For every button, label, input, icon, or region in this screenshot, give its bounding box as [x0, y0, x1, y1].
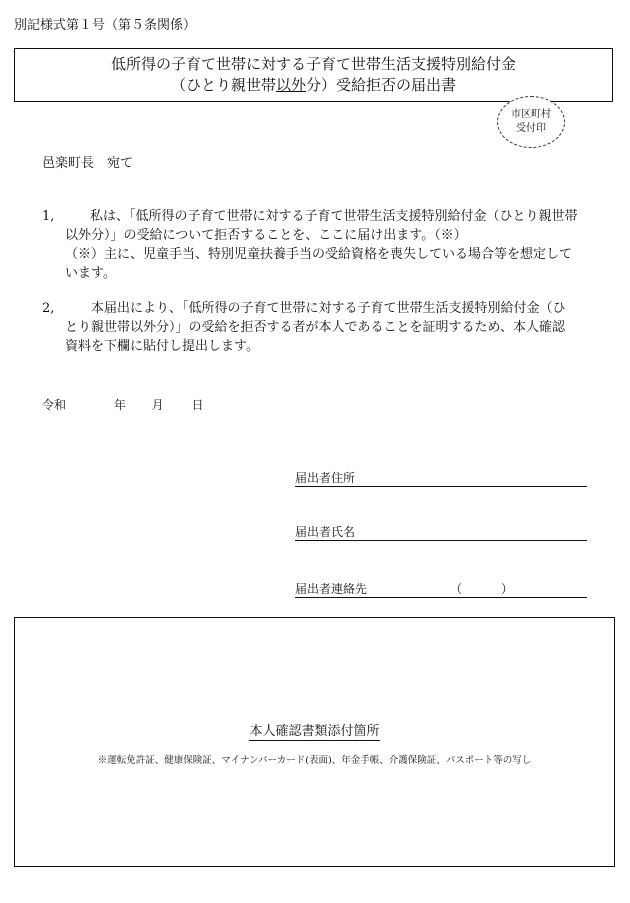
contact-paren-open: （ — [450, 582, 463, 596]
statement-item-2 — [42, 299, 602, 359]
applicant-contact-field[interactable] — [295, 580, 587, 598]
item-number: 1, — [42, 209, 55, 224]
applicant-contact-label: 届出者連絡先 — [295, 582, 368, 596]
title-line-2-start: （ひとり親世帯 — [170, 76, 276, 94]
item-line: 私は、「低所得の子育て世帯に対する子育て世帯生活支援特別給付金（ひとり親世帯 — [90, 209, 578, 224]
date-line — [42, 396, 204, 413]
item-line: 以外分）」の受給について拒否することを、ここに届け出ます。（※） — [65, 228, 467, 243]
applicant-name-label: 届出者氏名 — [295, 525, 356, 539]
applicant-address-field[interactable] — [295, 469, 587, 487]
statement-item-1 — [42, 207, 602, 287]
form-code: 別記様式第１号（第５条関係） — [14, 18, 197, 33]
date-month: 月 — [151, 398, 164, 412]
stamp-line-1: 市区町村 — [511, 109, 551, 120]
title-line-1: 低所得の子育て世帯に対する子育て世帯生活支援特別給付金 — [110, 55, 516, 73]
id-section-note: ※運転免許証、健康保険証、マイナンバーカード(表面)、年金手帳、介護保険証、パスポート等の写し — [97, 755, 532, 766]
applicant-name-field[interactable] — [295, 523, 587, 541]
item-line: 本届出により、「低所得の子育て世帯に対する子育て世帯生活支援特別給付金（ひ — [91, 301, 566, 316]
stamp-line-2: 受付印 — [516, 123, 546, 134]
item-line: （※）主に、児童手当、特別児童扶養手当の受給資格を喪失している場合等を想定して — [65, 247, 573, 262]
reception-stamp-area — [497, 96, 565, 148]
item-text — [65, 207, 580, 283]
item-text — [65, 299, 580, 356]
addressee: 邑楽町長 宛て — [42, 156, 134, 171]
id-section-title: 本人確認書類添付箇所 — [249, 724, 380, 739]
title-underlined-word: 以外 — [275, 76, 306, 94]
date-day: 日 — [191, 398, 204, 412]
title-line-2 — [171, 75, 456, 96]
date-era: 令和 — [42, 398, 67, 412]
title-line-2-end: 分）受給拒否の届出書 — [306, 76, 457, 94]
applicant-address-label: 届出者住所 — [295, 471, 356, 485]
id-document-attachment-area[interactable] — [14, 617, 615, 867]
contact-paren-close: ） — [501, 582, 514, 596]
item-line: います。 — [65, 266, 116, 281]
document-title — [14, 48, 613, 102]
item-line: とり親世帯以外分）」の受給を拒否する者が本人であることを証明するため、本人確認 — [65, 320, 565, 335]
date-year: 年 — [113, 398, 126, 412]
item-number: 2, — [42, 301, 55, 316]
item-line: 資料を下欄に貼付し提出します。 — [65, 339, 259, 354]
